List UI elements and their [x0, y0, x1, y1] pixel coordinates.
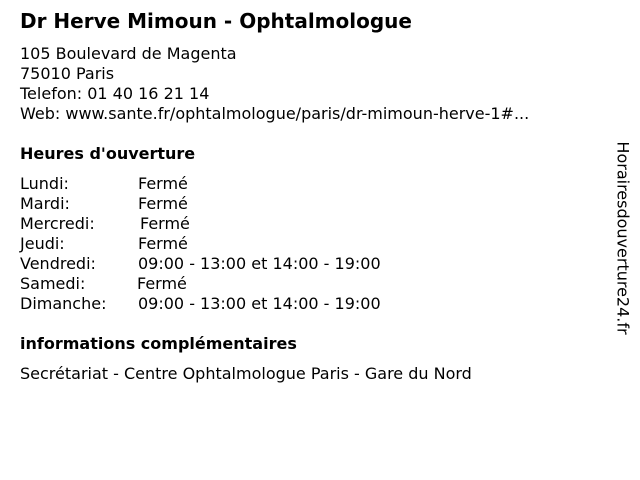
- day-label: Jeudi:: [20, 234, 65, 253]
- hours-row-lundi: [20, 174, 381, 194]
- hours-row-mardi: [20, 194, 381, 214]
- hours-value: 09:00 - 13:00 et 14:00 - 19:00: [138, 294, 381, 313]
- day-label: Mercredi:: [20, 214, 95, 233]
- hours-value: 09:00 - 13:00 et 14:00 - 19:00: [138, 254, 381, 273]
- hours-value: Fermé: [138, 234, 188, 253]
- website: Web: www.sante.fr/ophtalmologue/paris/dr-mimoun-herve-1#...: [20, 104, 530, 123]
- hours-row-jeudi: [20, 234, 381, 254]
- day-label: Lundi:: [20, 174, 69, 193]
- hours-value: Fermé: [138, 194, 188, 213]
- day-label: Vendredi:: [20, 254, 96, 273]
- city: 75010 Paris: [20, 64, 115, 83]
- hours-value: Fermé: [137, 274, 187, 293]
- phone-number: Telefon: 01 40 16 21 14: [20, 84, 210, 103]
- page-title: Dr Herve Mimoun - Ophtalmologue: [20, 9, 412, 33]
- hours-row-vendredi: [20, 254, 381, 274]
- address-block: [20, 44, 529, 124]
- opening-hours-table: [20, 174, 381, 314]
- day-label: Dimanche:: [20, 294, 107, 313]
- hours-value: Fermé: [138, 174, 188, 193]
- hours-row-dimanche: [20, 294, 381, 314]
- day-label: Samedi:: [20, 274, 86, 293]
- hours-value: Fermé: [140, 214, 190, 233]
- info-heading: informations complémentaires: [20, 334, 297, 353]
- watermark: Horairesdouverture24.fr: [613, 141, 633, 335]
- day-label: Mardi:: [20, 194, 70, 213]
- info-text: Secrétariat - Centre Ophtalmologue Paris - Gare du Nord: [20, 364, 472, 383]
- hours-heading: Heures d'ouverture: [20, 144, 196, 163]
- street-address: 105 Boulevard de Magenta: [20, 44, 237, 63]
- hours-row-mercredi: [20, 214, 381, 234]
- hours-row-samedi: [20, 274, 381, 294]
